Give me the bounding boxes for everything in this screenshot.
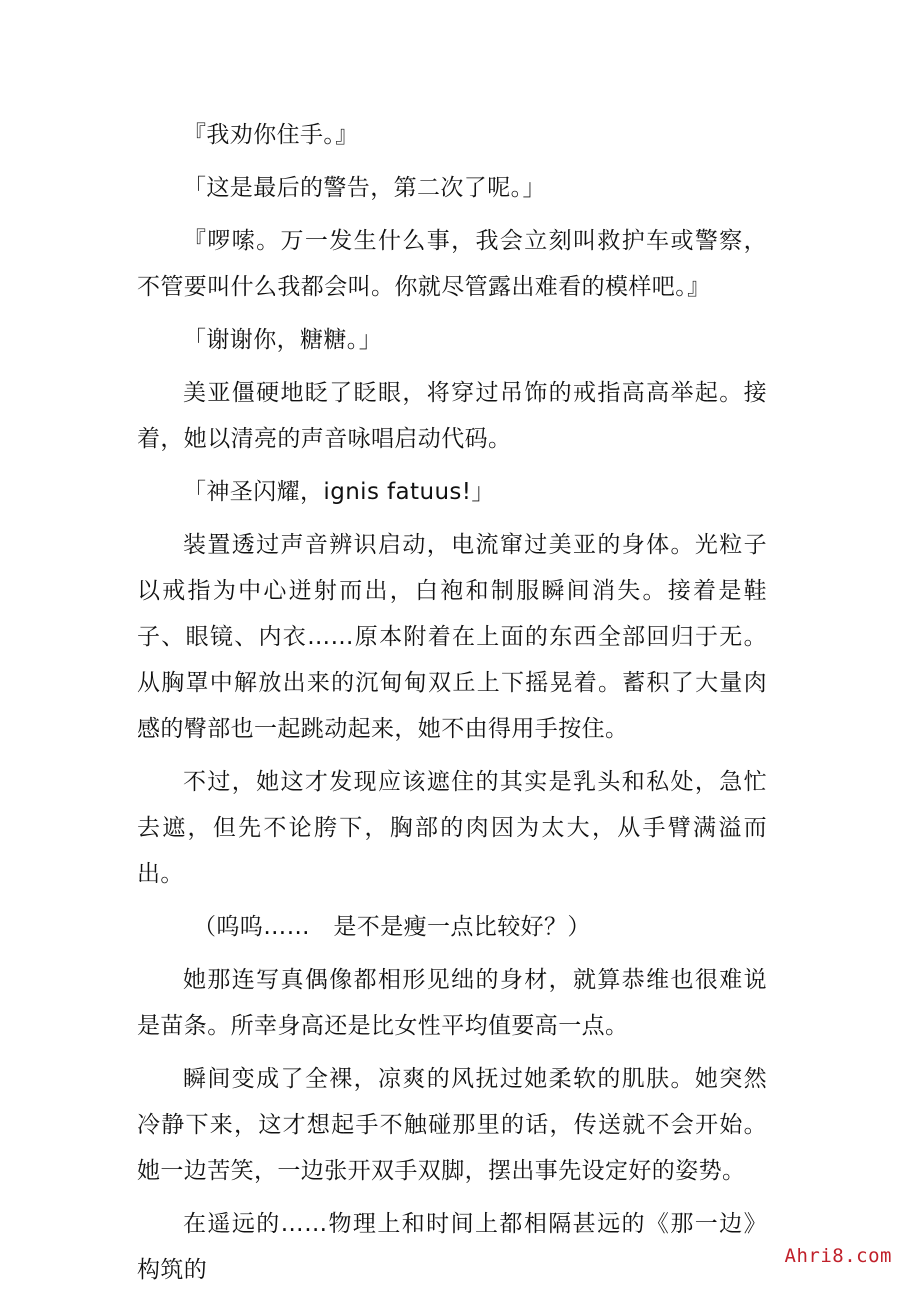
narration-paragraph: 瞬间变成了全裸，凉爽的风抚过她柔软的肌肤。她突然冷静下来，这才想起手不触碰那里的话，传送就不会开始。她一边苦笑，一边张开双手双脚，摆出事先设定好的姿势。	[137, 1066, 767, 1184]
narration-paragraph: 不过，她这才发现应该遮住的其实是乳头和私处，急忙去遮，但先不论胯下，胸部的肉因为太大，从手臂满溢而出。	[137, 769, 767, 887]
body-text	[137, 112, 767, 1300]
narration-paragraph: 她那连写真偶像都相形见绌的身材，就算恭维也很难说是苗条。所幸身高还是比女性平均值要高一点。	[137, 967, 767, 1039]
watermark-text: Ahri8.com	[784, 1245, 892, 1267]
dialogue-line: 「这是最后的警告，第二次了呢。」	[183, 175, 546, 201]
dialogue-line: 『我劝你住手。』	[183, 122, 359, 148]
narration-paragraph: 在遥远的……物理上和时间上都相隔甚远的《那一边》构筑的	[137, 1211, 767, 1283]
inner-thought-line: （呜呜…… 是不是瘦一点比较好？）	[193, 914, 591, 940]
dialogue-line: 「谢谢你，糖糖。」	[183, 327, 383, 353]
narration-paragraph: 装置透过声音辨识启动，电流窜过美亚的身体。光粒子以戒指为中心迸射而出，白袍和制服瞬间消失。接着是鞋子、眼镜、内衣……原本附着在上面的东西全部回归于无。从胸罩中解放出来的沉甸甸双丘上下摇晃着。蓄积了大量肉感的臀部也一起跳动起来，她不由得用手按住。	[137, 532, 767, 742]
dialogue-line: 「神圣闪耀，ignis fatuus!」	[183, 479, 495, 505]
narration-paragraph: 美亚僵硬地眨了眨眼，将穿过吊饰的戒指高高举起。接着，她以清亮的声音咏唱启动代码。	[137, 380, 767, 452]
dialogue-line: 『啰嗦。万一发生什么事，我会立刻叫救护车或警察，不管要叫什么我都会叫。你就尽管露出难看的模样吧。』	[137, 228, 767, 300]
